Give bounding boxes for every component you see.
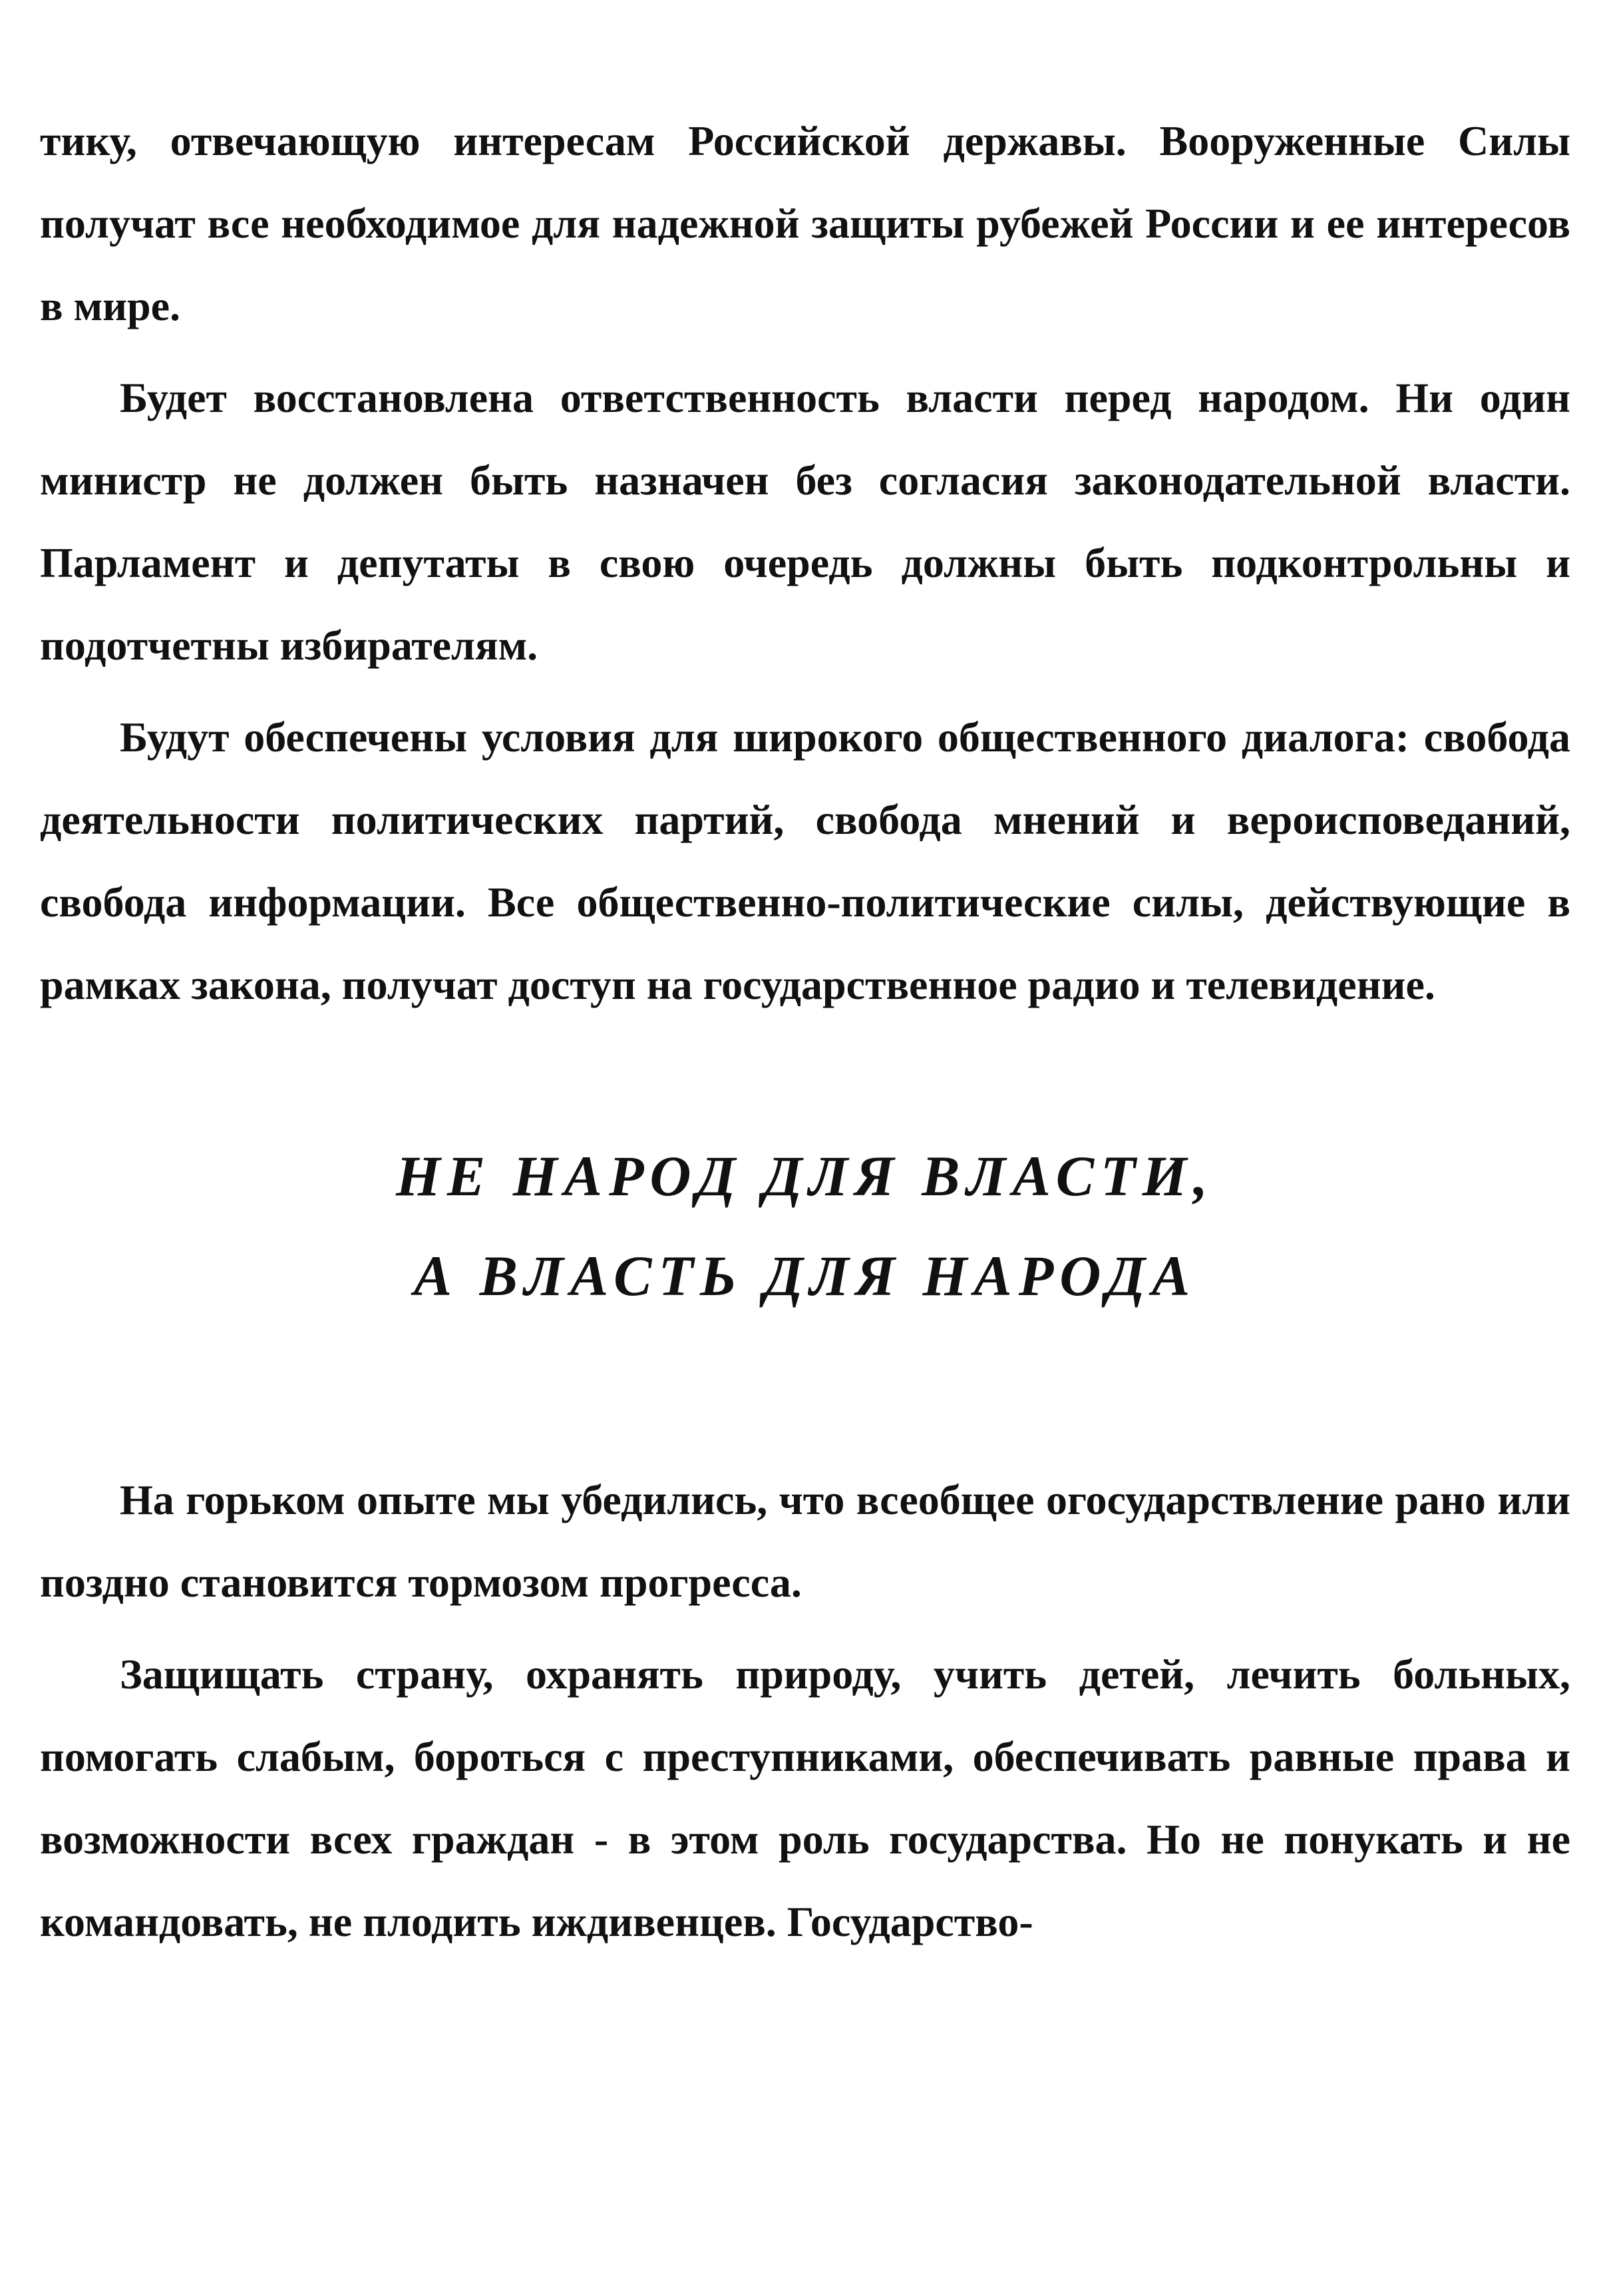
- section-heading-line-2: А ВЛАСТЬ ДЛЯ НАРОДА: [413, 1244, 1197, 1308]
- paragraph-armed-forces: тику, отвечающую интересам Российской державы. Вооруженные Силы получат все необходимое для надежной защиты рубежей России и ее интересов в мире.: [40, 117, 1570, 329]
- section-heading-line-1: НЕ НАРОД ДЛЯ ВЛАСТИ,: [396, 1144, 1214, 1208]
- paragraph-responsibility: Будет восстановлена ответственность власти перед народом. Ни один министр не должен быть назначен без согласия законодательной власти. Парламент и депутаты в свою очередь должны быть подконтрольны и подотчетны избирателям.: [40, 374, 1570, 669]
- section-heading: [40, 1126, 1570, 1326]
- paragraph-bitter-experience: На горьком опыте мы убедились, что всеобщее огосударствление рано или поздно становится тормозом прогресса.: [40, 1476, 1570, 1606]
- document-page: [40, 100, 1570, 1963]
- paragraph-public-dialogue: Будут обеспечены условия для широкого общественного диалога: свобода деятельности политических партий, свобода мнений и вероисповеданий, свобода информации. Все общественно-политические силы, действующие в рамках закона, получат доступ на государственное радио и телевидение.: [40, 713, 1570, 1008]
- paragraph-role-of-state: Защищать страну, охранять природу, учить детей, лечить больных, помогать слабым, бороться с преступниками, обеспечивать равные права и возможности всех граждан - в этом роль государства. Но не понукать и не командовать, не плодить иждивенцев. Государство-: [40, 1650, 1570, 1945]
